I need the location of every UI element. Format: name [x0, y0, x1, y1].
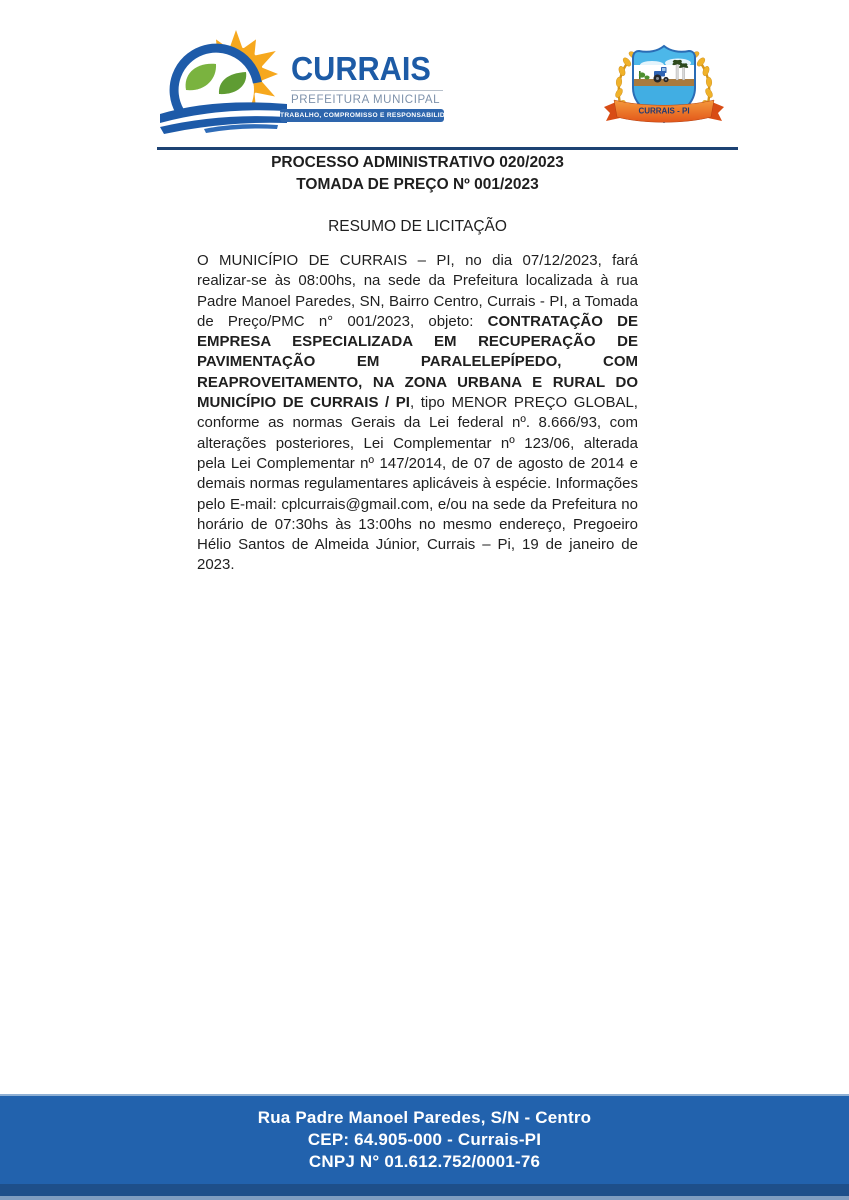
logo-text-block	[280, 50, 460, 122]
prefeitura-logo-icon	[158, 30, 290, 134]
bid-title: TOMADA DE PREÇO Nº 001/2023	[296, 175, 539, 193]
document-subtitle: RESUMO DE LICITAÇÃO	[328, 218, 507, 235]
body-bold-segment: CONTRATAÇÃO DE EMPRESA ESPECIALIZADA EM RECUPERAÇÃO DE PAVIMENTAÇÃO EM PARALELEPÍPEDO, COM REAPROVEITAMENTO, NA ZONA URBANA E RURAL DO MUNICÍPIO DE CURRAIS / PI	[197, 312, 638, 412]
footer-main	[0, 1094, 849, 1184]
footer-bottom-edge	[0, 1196, 849, 1200]
title-block	[197, 152, 638, 238]
logo-city-name: CURRAIS	[291, 50, 431, 87]
footer-cnpj-line: CNPJ N° 01.612.752/0001-76	[308, 1152, 541, 1171]
footer-cep-line: CEP: 64.905-000 - Currais-PI	[307, 1130, 542, 1149]
body-segment: O MUNICÍPIO DE CURRAIS – PI, no dia 07/12/2023, fará realizar-se às 08:00hs, na sede da Prefeitura localizada à rua Padre Manoel Paredes, SN, Bairro Centro, Currais - PI, a Tomada de Preço/PMC n° 001/2023, objeto:	[197, 252, 638, 330]
municipal-crest-icon	[602, 40, 726, 142]
summary-paragraph	[197, 251, 638, 576]
body-segment: , tipo MENOR PREÇO GLOBAL, conforme as normas Gerais da Lei federal nº. 8.666/93, com alterações posteriores, Lei Complementar nº 123/06, alterada pela Lei Complementar nº 147/2014, de 07 de agosto de 2014 e demais normas regulamentares aplicáveis à espécie. Informações pelo E-mail: cplcurrais@gmail.com, e/ou na sede da Prefeitura no horário de 07:30hs às 13:00hs no mesmo endereço, Pregoeiro Hélio Santos de Almeida Júnior, Currais – Pi, 19 de janeiro de 2023.	[197, 394, 638, 574]
header-divider	[157, 147, 738, 150]
footer-bar	[0, 1094, 849, 1200]
footer-address-line: Rua Padre Manoel Paredes, S/N - Centro	[257, 1108, 592, 1127]
logo-subtitle: PREFEITURA MUNICIPAL	[291, 90, 443, 106]
crest-ribbon-label: CURRAIS - PI	[638, 106, 690, 116]
footer-dark-strip	[0, 1184, 849, 1196]
process-title: PROCESSO ADMINISTRATIVO 020/2023	[271, 154, 564, 171]
logo-motto-banner: TRABALHO, COMPROMISSO E RESPONSABILIDADE	[280, 109, 444, 122]
